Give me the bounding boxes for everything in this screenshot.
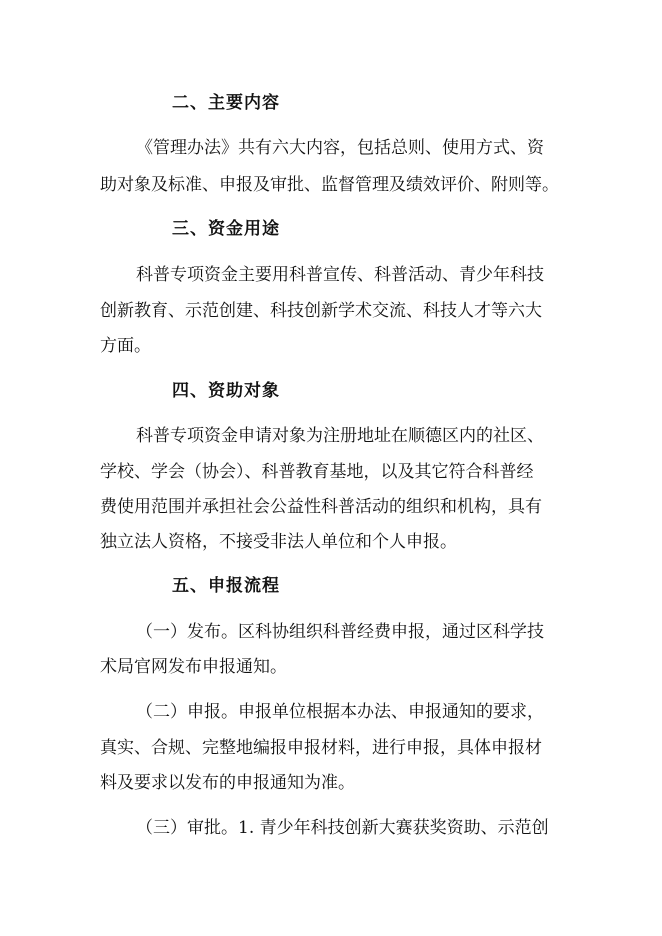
section-heading-application-process: 五、申报流程	[172, 576, 280, 596]
section-heading-fund-usage: 三、资金用途	[172, 219, 280, 239]
paragraph-line: 科普专项资金主要用科普宣传、科普活动、青少年科技	[136, 265, 544, 285]
section-heading-funding-recipients: 四、资助对象	[172, 381, 280, 401]
paragraph-line: 《管理办法》共有六大内容，包括总则、使用方式、资	[136, 138, 544, 158]
paragraph-line: 学校、学会（协会）、科普教育基地，以及其它符合科普经	[100, 462, 534, 482]
paragraph-line: 料及要求以发布的申报通知为准。	[100, 773, 355, 793]
paragraph-line: 助对象及标准、申报及审批、监督管理及绩效评价、附则等。	[100, 175, 559, 195]
paragraph-line: 独立法人资格，不接受非法人单位和个人申报。	[100, 532, 457, 552]
paragraph-line: 科普专项资金申请对象为注册地址在顺德区内的社区、	[136, 426, 544, 446]
paragraph-line: （三）审批。1. 青少年科技创新大赛获奖资助、示范创	[136, 818, 549, 838]
paragraph-line: 真实、合规、完整地编报申报材料，进行申报，具体申报材	[100, 738, 542, 758]
paragraph-line: 术局官网发布申报通知。	[100, 657, 287, 677]
paragraph-line: 费使用范围并承担社会公益性科普活动的组织和机构，具有	[100, 497, 542, 517]
paragraph-line: 方面。	[100, 336, 151, 356]
paragraph-line: （二）申报。申报单位根据本办法、申报通知的要求，	[136, 702, 544, 722]
paragraph-line: （一）发布。区科协组织科普经费申报，通过区科学技	[136, 622, 544, 642]
paragraph-line: 创新教育、示范创建、科技创新学术交流、科技人才等六大	[100, 301, 542, 321]
section-heading-main-content: 二、主要内容	[172, 93, 280, 113]
